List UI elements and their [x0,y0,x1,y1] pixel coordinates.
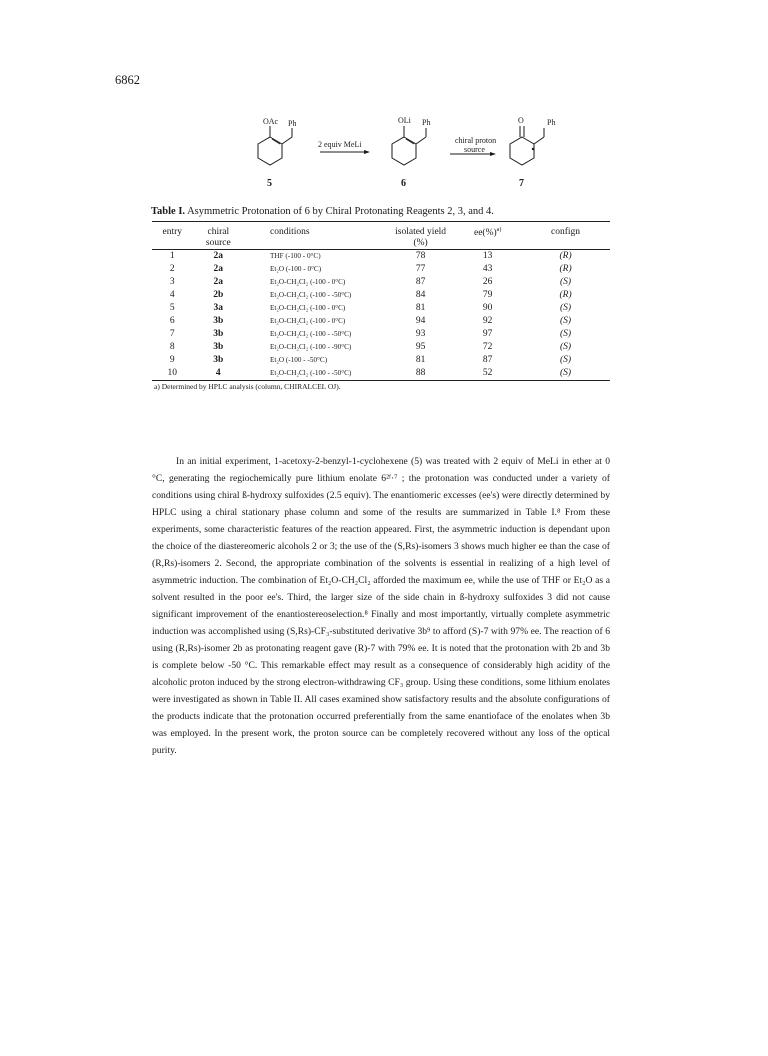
product-ph-label: Ph [547,118,556,127]
reaction-arrow-1 [320,150,370,154]
cell-conditions: Et₂O-CH₂Cl₂ (-100 - 0°C) [270,278,346,287]
cell-config: (S) [560,355,572,366]
cell-source: 3b [213,329,224,340]
enolate-oli-label: OLi [398,116,411,125]
table-row [152,341,610,354]
table-header-row [152,222,610,239]
cell-conditions: Et₂O-CH₂Cl₂ (-100 - -50°C) [270,330,352,339]
reaction-scheme-drawing [250,112,580,192]
reactant-oac-label: OAc [263,117,279,126]
compound-5-label: 5 [267,178,272,189]
cell-conditions: Et₂O-CH₂Cl₂ (-100 - 0°C) [270,317,346,326]
table-header-row-2 [152,238,610,250]
arrow1-label: 2 equiv MeLi [318,140,362,149]
cell-ee: 43 [482,264,493,275]
cell-conditions: Et₂O (-100 - 0°C) [270,265,322,274]
table-row [152,289,610,302]
body-text [152,453,610,759]
cell-yield: 95 [415,342,426,353]
table-row [152,302,610,315]
cell-yield: 84 [415,290,426,301]
cell-source: 2a [213,251,224,262]
enolate-ph-label: Ph [422,118,431,127]
cell-conditions: Et₂O-CH₂Cl₂ (-100 - -50°C) [270,291,352,300]
cell-yield: 78 [415,251,426,262]
cell-entry: 4 [169,290,175,301]
results-table-wrapper [152,221,610,391]
header-yield: isolated yield [387,222,454,239]
stereocenter-dot [532,148,534,150]
cell-ee: 87 [482,355,493,366]
table-row [152,263,610,276]
cell-entry: 7 [169,329,175,340]
header-chiral: chiral [193,222,244,239]
table-caption-label: Table I. [151,206,186,217]
compound-7-label: 7 [519,178,524,189]
header-yield-unit: (%) [387,238,454,250]
cell-conditions: THF (-100 - 0°C) [270,252,321,261]
body-paragraph: In an initial experiment, 1-acetoxy-2-benzyl-1-cyclohexene (5) was treated with 2 equiv of MeLi in ether at 0 °C, generating the regiochemically pure lithium enolate 6²ᶠ·⁷ ; the protonation was conducted under a variety of conditions using chiral ß-hydroxy sulfoxides (2.5 equiv). The enantiomeric excesses (ee's) were directly determined by HPLC using a chiral stationary phase column and some of the results are summarized in Table I.⁸ From these experiments, some characteristic features of the reaction appeared. First, the asymmetric induction is dependant upon the choice of the diastereomeric alcohols 2 or 3; the use of the (S,Rs)-isomers 3 shows much higher ee than the case of (R,Rs)-isomers 2. Second, the appropriate combination of the solvents is essential in realizing of a high level of asymmetric induction. The combination of Et₂O-CH₂Cl₂ afforded the maximum ee, while the use of THF or Et₂O as a solvent resulted in the poor ee's. Third, the larger size of the side chain in ß-hydroxy sulfoxides 3 did not cause significant improvement of the enantiostereoselection.⁸ Finally and most importantly, virtually complete asymmetric induction was accomplished using (S,Rs)-CF₃-substituted derivative 3b⁹ to afford (S)-7 with 97% ee. The reaction of 6 using (R,Rs)-isomer 2b as protonating reagent gave (R)-7 with 79% ee. It is noted that the protonation with 2b and 3b is complete below -50 °C. This remarkable effect may result as a consequence of considerably high acidity of the alcoholic proton induced by the strong electron-withdrawing CF₃ group. Using these conditions, some lithium enolates were investigated as shown in Table II. All cases examined show satisfactory results and the absolute configurations of the products indicate that the protonation occurred preferentially from the same enantioface of the enolates when 3b was employed. In the present work, the proton source can be completely recovered without any loss of the optical purity. [152,456,610,756]
cell-conditions: Et₂O-CH₂Cl₂ (-100 - -50°C) [244,367,387,381]
cell-entry: 5 [169,303,175,314]
cell-config: (R) [559,290,572,301]
table-caption-text: Asymmetric Protonation of 6 by Chiral Protonating Reagents 2, 3, and 4. [187,206,494,217]
cell-entry: 10 [152,367,193,381]
table-row [152,315,610,328]
arrow2-label-line1: chiral proton [455,136,497,145]
cell-conditions: Et₂O-CH₂Cl₂ (-100 - -90°C) [270,343,352,352]
cell-config: (S) [560,316,572,327]
reaction-scheme [250,112,580,192]
cell-entry: 1 [169,251,175,262]
cell-entry: 6 [169,316,175,327]
header-config: confign [521,222,610,239]
cell-source: 3b [213,342,224,353]
cell-ee: 72 [482,342,493,353]
cell-yield: 93 [415,329,426,340]
cell-source: 3a [213,303,224,314]
cell-ee: 90 [482,303,493,314]
header-conditions: conditions [244,222,387,239]
cell-config: (S) [560,329,572,340]
cell-config: (S) [521,367,610,381]
cell-ee: 26 [482,277,493,288]
product-o-label: O [518,116,524,125]
cell-yield: 94 [415,316,426,327]
compound-6-label: 6 [401,178,406,189]
arrow2-label-line2: source [464,145,485,154]
cell-yield: 81 [415,303,426,314]
cell-entry: 8 [169,342,175,353]
table-footnote: a) Determined by HPLC analysis (column, CHIRALCEL OJ). [154,382,341,392]
cell-yield: 81 [415,355,426,366]
table-row [152,367,610,381]
cell-yield: 77 [415,264,426,275]
cell-yield: 88 [387,367,454,381]
cell-entry: 2 [169,264,175,275]
header-ee [454,222,521,239]
cell-ee: 92 [482,316,493,327]
cell-config: (R) [559,251,572,262]
cell-entry: 3 [169,277,175,288]
cell-yield: 87 [415,277,426,288]
compound-5-structure [258,126,292,165]
table-row [152,250,610,264]
header-entry: entry [152,222,193,239]
page-number: 6862 [115,73,140,87]
header-ee-note: a) [496,227,502,233]
cell-source: 2a [213,277,224,288]
cell-config: (S) [560,342,572,353]
table-row [152,328,610,341]
cell-entry: 9 [169,355,175,366]
cell-config: (R) [559,264,572,275]
header-ee-text: ee(%) [473,228,497,239]
cell-ee: 52 [454,367,521,381]
cell-source: 3b [213,355,224,366]
cell-ee: 13 [482,251,493,262]
cell-source: 2b [213,290,224,301]
cell-ee: 97 [482,329,493,340]
cell-conditions: Et₂O-CH₂Cl₂ (-100 - 0°C) [270,304,346,313]
cell-source: 2a [213,264,224,275]
compound-7-structure [510,126,544,165]
cell-config: (S) [560,303,572,314]
cell-ee: 79 [482,290,493,301]
cell-config: (S) [560,277,572,288]
cell-source: 4 [193,367,244,381]
compound-6-structure [392,126,426,165]
results-table [152,221,610,381]
cell-conditions: Et₂O (-100 - -50°C) [270,356,328,365]
reactant-ph-label: Ph [288,119,297,128]
table-row [152,276,610,289]
cell-source: 3b [213,316,224,327]
table-row [152,354,610,367]
header-source: source [193,238,244,250]
table-caption [151,206,494,217]
